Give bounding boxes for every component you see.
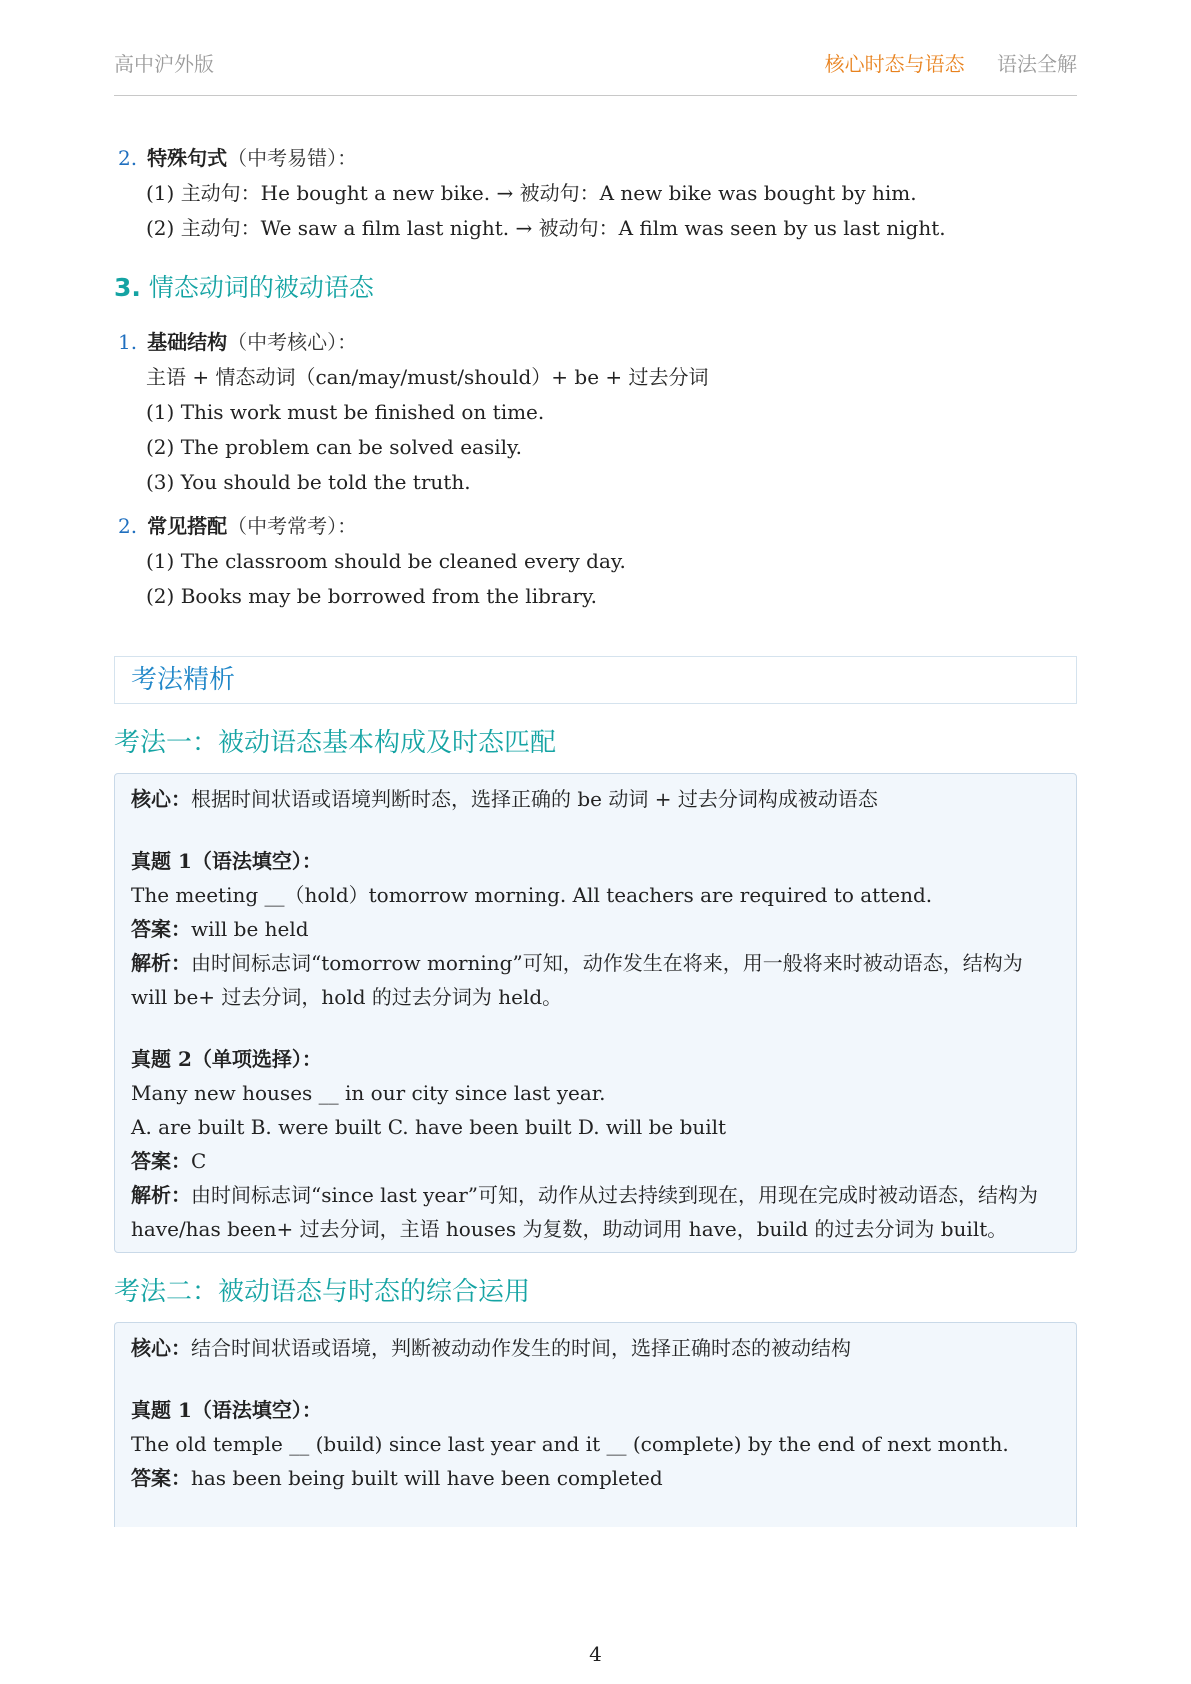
analysis-section-box: 考法精析 [114,656,1077,704]
section3-item1-line: (2) The problem can be solved easily. [146,435,523,459]
section3-item2-line: (1) The classroom should be cleaned every day. [146,549,626,573]
section3-item1-line: (1) This work must be finished on time. [146,400,545,424]
section3-item2-title: 2. 常见搭配（中考常考）： [118,514,358,538]
kaofa2-q1-answer: 答案：has been being built will have been completed [131,1466,663,1490]
kaofa1-q1-stem: The meeting __（hold）tomorrow morning. All teachers are required to attend. [131,883,933,907]
page-content [114,140,1077,1527]
kaofa1-q2-title: 真题 2（单项选择）： [131,1047,322,1071]
page-number: 4 [589,1642,602,1666]
page-header [114,44,1077,96]
kaofa1-core: 核心：根据时间状语或语境判断时态，选择正确的 be 动词 + 过去分词构成被动语态 [131,787,878,811]
header-series: 高中沪外版 [114,52,214,76]
kaofa1-title: 考法一：被动语态基本构成及时态匹配 [114,728,557,758]
header-right [825,48,1077,77]
section3-item1-title: 1. 基础结构（中考核心）： [118,330,358,354]
kaofa2-q1-title: 真题 1（语法填空）： [131,1398,322,1422]
part2-line-1: (1) 主动句：He bought a new bike. → 被动句：A new bike was bought by him. [146,181,917,205]
section3-item1-line: 主语 + 情态动词（can/may/must/should）+ be + 过去分词 [146,365,709,389]
kaofa1-q1-title: 真题 1（语法填空）： [131,849,322,873]
kaofa2-core: 核心：结合时间状语或语境，判断被动动作发生的时间，选择正确时态的被动结构 [131,1336,851,1360]
header-chapter: 核心时态与语态 [824,52,965,76]
kaofa1-q2-stem: Many new houses __ in our city since last year. [131,1081,606,1105]
kaofa1-q1-answer: 答案：will be held [131,917,309,941]
kaofa1-q2-answer: 答案：C [131,1149,207,1173]
section3-item1-line: (3) You should be told the truth. [146,470,471,494]
part2-title: 2. 特殊句式（中考易错）： [118,146,358,170]
kaofa2-title: 考法二：被动语态与时态的综合运用 [114,1277,531,1307]
header-book: 语法全解 [997,52,1077,76]
section3-item2-line: (2) Books may be borrowed from the library. [146,584,597,608]
kaofa2-card [114,1322,1077,1527]
kaofa1-q2-options: A. are built B. were built C. have been built D. will be built [131,1115,727,1139]
kaofa1-q2-explanation: 解析：由时间标志词“since last year”可知，动作从过去持续到现在，用现在完成时被动语态，结构为 have/has been+ 过去分词，主语 houses 为复数，助动词用 have，build 的过去分词为 built。 [131,1183,1038,1241]
part2-line-2: (2) 主动句：We saw a film last night. → 被动句：A film was seen by us last night. [146,216,946,240]
kaofa2-q1-stem: The old temple __ (build) since last year and it __ (complete) by the end of next month. [131,1432,1009,1456]
kaofa1-card [114,773,1077,1253]
section3-heading: 3. 情态动词的被动语态 [114,273,374,302]
kaofa1-q1-explanation: 解析：由时间标志词“tomorrow morning”可知，动作发生在将来，用一般将来时被动语态，结构为 will be+ 过去分词，hold 的过去分词为 held。 [131,951,1023,1009]
